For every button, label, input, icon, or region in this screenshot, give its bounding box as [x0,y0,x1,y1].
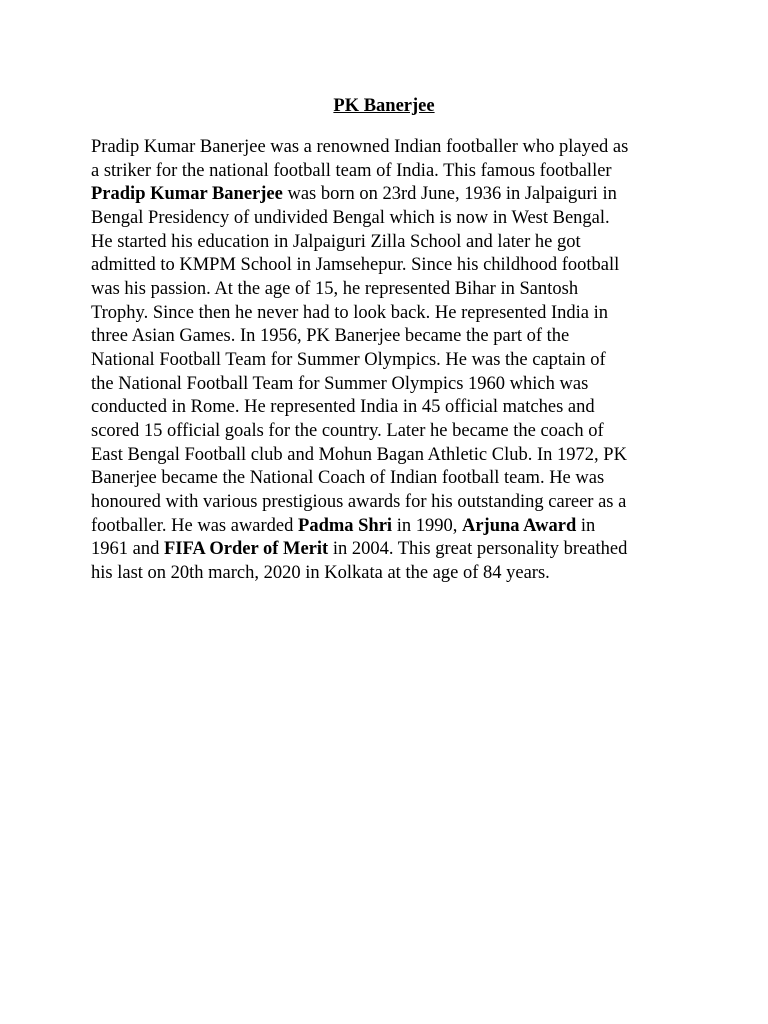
text-run: was born on 23rd June, 1936 in Jalpaiguri in [282,184,617,205]
text-run: in [576,515,596,536]
paragraph-line [91,160,691,184]
bold-award-fifa: FIFA Order of Merit [163,539,329,560]
bold-name: Pradip Kumar Banerjee [91,184,283,205]
text-run: scored 15 official goals for the country. Later he became the coach of [91,420,604,441]
paragraph-line [91,207,691,231]
paragraph-line [91,396,691,420]
paragraph-line [91,467,691,491]
biography-paragraph [91,136,691,585]
text-run: honoured with various prestigious awards for his outstanding career as a [91,491,627,512]
paragraph-line [91,302,691,326]
paragraph-line [91,373,691,397]
text-run: a striker for the national football team of India. This famous footballer [91,160,612,181]
paragraph-line [91,231,691,255]
text-run: National Football Team for Summer Olympics. He was the captain of [91,349,606,370]
text-run: in 2004. This great personality breathed [328,539,628,560]
text-run: He started his education in Jalpaiguri Zilla School and later he got [91,231,581,252]
text-run: 1961 and [91,539,164,560]
bold-award-padma-shri: Padma Shri [298,515,393,536]
paragraph-line [91,420,691,444]
text-run: Pradip Kumar Banerjee was a renowned Indian footballer who played as [91,137,629,157]
text-run: footballer. He was awarded [91,515,299,536]
paragraph-line [91,538,691,562]
paragraph-line [91,278,691,302]
paragraph-line [91,325,691,349]
text-run: admitted to KMPM School in Jamsehepur. Since his childhood football [91,255,620,276]
paragraph-line [91,349,691,373]
text-run: the National Football Team for Summer Olympics 1960 which was [91,373,589,394]
text-run: in 1990, [392,515,462,536]
paragraph-line [91,491,691,515]
text-run: Trophy. Since then he never had to look back. He represented India in [91,302,608,323]
document-title: PK Banerjee [333,96,435,116]
paragraph-line [91,183,691,207]
bold-award-arjuna: Arjuna Award [461,515,577,536]
text-run: conducted in Rome. He represented India in 45 official matches and [91,397,595,418]
paragraph-line [91,515,691,539]
paragraph-line [91,562,691,586]
paragraph-line [91,254,691,278]
text-run: East Bengal Football club and Mohun Bagan Athletic Club. In 1972, PK [91,444,627,465]
paragraph-line [91,136,691,160]
paragraph-line [91,444,691,468]
text-run: was his passion. At the age of 15, he represented Bihar in Santosh [91,278,579,299]
text-run: three Asian Games. In 1956, PK Banerjee became the part of the [91,326,570,347]
text-run: Banerjee became the National Coach of Indian football team. He was [91,468,605,489]
text-run: his last on 20th march, 2020 in Kolkata at the age of 84 years. [91,562,550,583]
text-run: Bengal Presidency of undivided Bengal which is now in West Bengal. [91,207,610,228]
